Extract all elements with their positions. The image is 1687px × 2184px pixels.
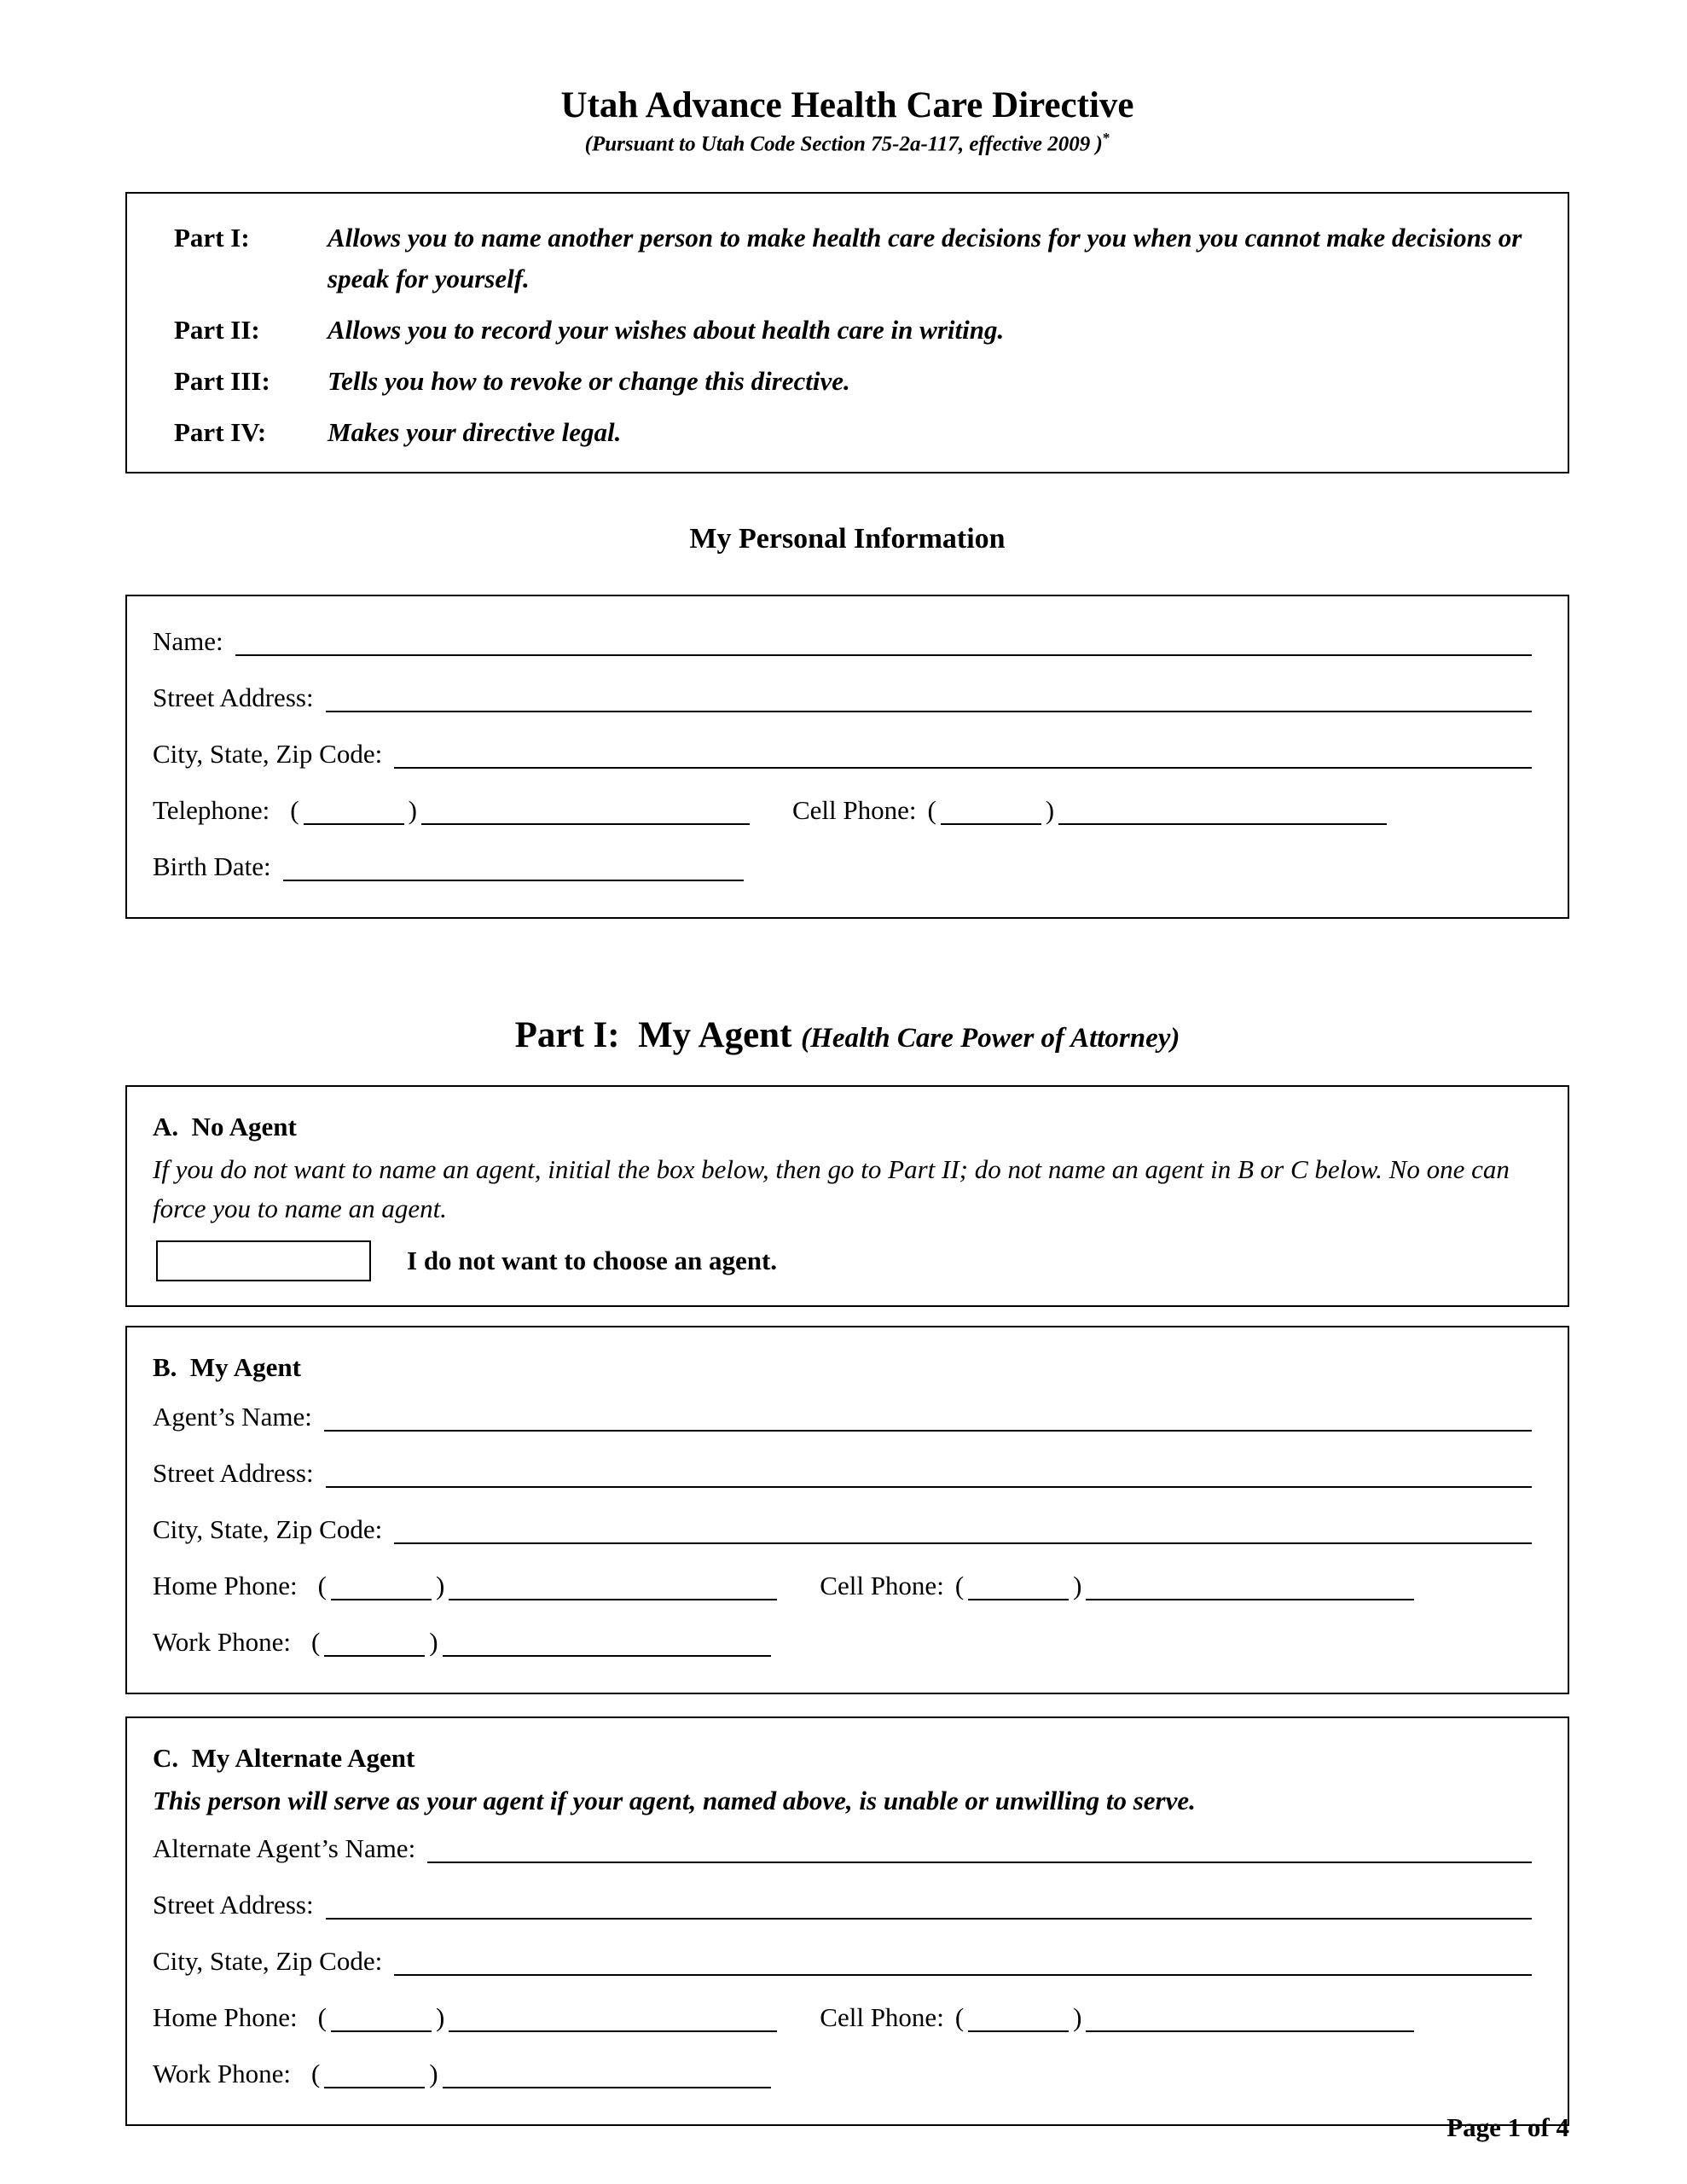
open-paren: (	[310, 1626, 321, 1657]
alternate-cell-phone-line[interactable]	[1086, 2030, 1414, 2032]
part1-heading	[125, 1014, 1569, 1056]
personal-telephone-area-line[interactable]	[304, 823, 404, 825]
section-c-box	[125, 1716, 1569, 2126]
alternate-home-area-line[interactable]	[331, 2030, 432, 2032]
close-paren: )	[435, 2001, 445, 2032]
alternate-work-phone-label: Work Phone:	[153, 2058, 291, 2088]
section-a-box	[125, 1085, 1569, 1307]
alternate-city-line[interactable]	[394, 1974, 1532, 1976]
open-paren: (	[317, 1570, 327, 1600]
open-paren: (	[310, 2058, 321, 2088]
close-paren: )	[408, 794, 417, 825]
alternate-street-line[interactable]	[326, 1918, 1532, 1920]
personal-telephone-line[interactable]	[421, 823, 750, 825]
overview-row-part1	[174, 218, 1529, 299]
agent-street-line[interactable]	[326, 1486, 1532, 1488]
agent-city-row	[153, 1502, 1532, 1558]
personal-telephone-label: Telephone:	[153, 794, 270, 825]
close-paren: )	[1073, 1570, 1082, 1600]
alternate-work-area-line[interactable]	[324, 2087, 425, 2088]
agent-home-phone-line[interactable]	[449, 1599, 777, 1600]
overview-part2-label: Part II:	[174, 314, 260, 345]
document-subtitle	[125, 130, 1569, 156]
agent-work-phone-label: Work Phone:	[153, 1626, 291, 1657]
agent-home-phone-label: Home Phone:	[153, 1570, 298, 1600]
subtitle-text: (Pursuant to Utah Code Section 75-2a-117, effective 2009 )	[584, 131, 1103, 155]
overview-part1-label: Part I:	[174, 222, 250, 253]
section-a-body: If you do not want to name an agent, initial the box below, then go to Part II; do not name an agent in B or C below. No one can force you to name an agent.	[153, 1153, 1510, 1223]
overview-row-part4	[174, 412, 1529, 453]
parts-overview-box	[125, 192, 1569, 473]
section-c-title: C. My Alternate Agent	[153, 1742, 415, 1773]
personal-street-line[interactable]	[326, 711, 1532, 712]
overview-part3-label: Part III:	[174, 365, 270, 396]
close-paren: )	[1073, 2001, 1082, 2032]
agent-city-line[interactable]	[394, 1542, 1532, 1544]
footnote-asterisk: *	[1102, 129, 1110, 146]
alternate-home-phone-line[interactable]	[449, 2030, 777, 2032]
close-paren: )	[429, 1626, 438, 1657]
personal-birthdate-line[interactable]	[283, 880, 744, 881]
alternate-cell-phone-label: Cell Phone:	[820, 2001, 944, 2032]
agent-city-label: City, State, Zip Code:	[153, 1513, 383, 1544]
no-agent-initial-label: I do not want to choose an agent.	[407, 1245, 778, 1275]
document-title: Utah Advance Health Care Directive	[560, 85, 1134, 125]
personal-city-line[interactable]	[394, 767, 1532, 769]
personal-info-heading: My Personal Information	[689, 522, 1006, 555]
section-b-title: B. My Agent	[153, 1351, 301, 1382]
agent-work-area-line[interactable]	[324, 1655, 425, 1657]
part1-heading-paren: (Health Care Power of Attorney)	[801, 1022, 1180, 1054]
close-paren: )	[1045, 794, 1055, 825]
section-b-box	[125, 1326, 1569, 1694]
overview-part2-text: Allows you to record your wishes about health care in writing.	[328, 314, 1005, 345]
personal-city-label: City, State, Zip Code:	[153, 738, 383, 769]
personal-cell-line[interactable]	[1058, 823, 1387, 825]
alternate-phone-row	[153, 1989, 1532, 2046]
alternate-home-phone-label: Home Phone:	[153, 2001, 298, 2032]
personal-name-line[interactable]	[235, 654, 1532, 656]
agent-cell-phone-line[interactable]	[1086, 1599, 1414, 1600]
personal-birthdate-row	[153, 839, 1532, 895]
open-paren: (	[954, 1570, 965, 1600]
no-agent-initial-row	[156, 1240, 1532, 1281]
overview-row-part3	[174, 361, 1529, 402]
agent-cell-area-line[interactable]	[968, 1599, 1069, 1600]
alternate-city-label: City, State, Zip Code:	[153, 1945, 383, 1976]
agent-name-row	[153, 1389, 1532, 1445]
agent-work-phone-line[interactable]	[443, 1655, 771, 1657]
overview-part3-text: Tells you how to revoke or change this directive.	[328, 365, 850, 396]
alternate-name-row	[153, 1821, 1532, 1877]
personal-birthdate-label: Birth Date:	[153, 851, 271, 881]
agent-name-label: Agent’s Name:	[153, 1401, 312, 1432]
open-paren: (	[954, 2001, 965, 2032]
overview-part4-text: Makes your directive legal.	[328, 416, 622, 447]
overview-row-part2	[174, 310, 1529, 351]
alternate-street-label: Street Address:	[153, 1889, 314, 1920]
open-paren: (	[290, 794, 299, 825]
alternate-work-phone-row	[153, 2046, 1532, 2102]
alternate-name-label: Alternate Agent’s Name:	[153, 1833, 416, 1863]
agent-name-line[interactable]	[324, 1430, 1532, 1432]
section-a-title: A. No Agent	[153, 1111, 297, 1141]
personal-street-row	[153, 670, 1532, 726]
agent-home-area-line[interactable]	[331, 1599, 432, 1600]
close-paren: )	[435, 1570, 445, 1600]
no-agent-initial-box[interactable]	[156, 1240, 371, 1281]
personal-phone-row	[153, 782, 1532, 839]
open-paren: (	[317, 2001, 327, 2032]
personal-info-box	[125, 595, 1569, 919]
agent-cell-phone-label: Cell Phone:	[820, 1570, 944, 1600]
part1-heading-main: Part I: My Agent	[514, 1014, 802, 1055]
personal-name-label: Name:	[153, 625, 223, 656]
agent-phone-row	[153, 1558, 1532, 1614]
alternate-work-phone-line[interactable]	[443, 2087, 771, 2088]
agent-street-row	[153, 1445, 1532, 1502]
agent-street-label: Street Address:	[153, 1457, 314, 1488]
section-c-body: This person will serve as your agent if your agent, named above, is unable or unwilling to serve.	[153, 1785, 1196, 1815]
alternate-street-row	[153, 1877, 1532, 1933]
personal-street-label: Street Address:	[153, 682, 314, 712]
alternate-city-row	[153, 1933, 1532, 1989]
close-paren: )	[429, 2058, 438, 2088]
personal-city-row	[153, 726, 1532, 782]
personal-cell-label: Cell Phone:	[791, 794, 917, 825]
personal-name-row	[153, 613, 1532, 670]
alternate-name-line[interactable]	[427, 1862, 1532, 1863]
overview-part1-text: Allows you to name another person to make health care decisions for you when you cannot make decisions or speak for yourself.	[328, 222, 1522, 293]
agent-work-phone-row	[153, 1614, 1532, 1670]
open-paren: (	[927, 794, 936, 825]
page-number: Page 1 of 4	[1446, 2112, 1569, 2142]
personal-cell-area-line[interactable]	[941, 823, 1041, 825]
alternate-cell-area-line[interactable]	[968, 2030, 1069, 2032]
overview-part4-label: Part IV:	[174, 416, 267, 447]
